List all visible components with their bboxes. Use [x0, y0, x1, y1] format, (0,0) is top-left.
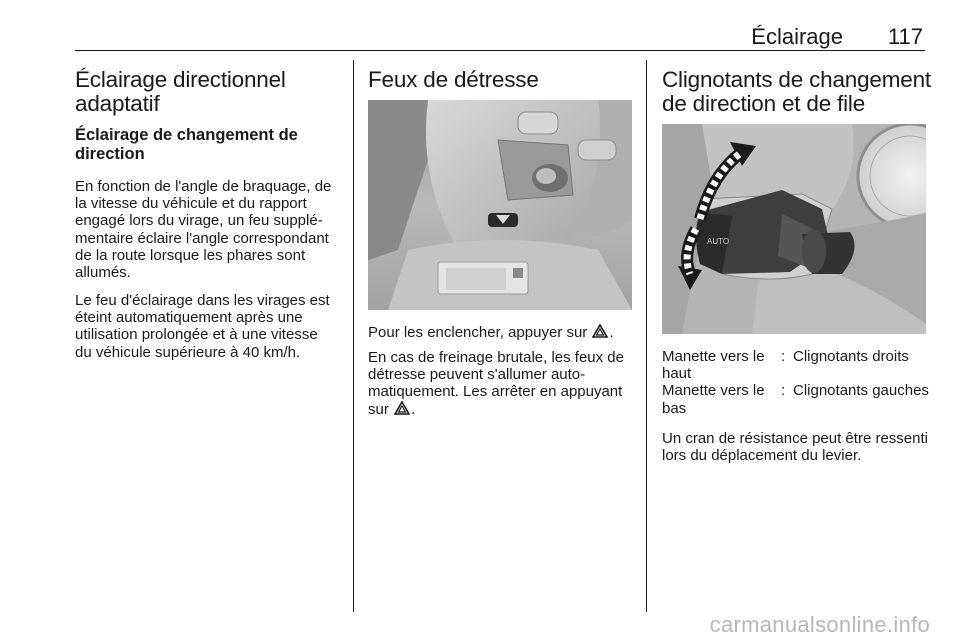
watermark: carmanualsonline.info — [709, 612, 930, 637]
svg-text:AUTO: AUTO — [707, 237, 730, 246]
heading-adaptive-lighting: Éclairage directionnel adaptatif — [75, 67, 286, 116]
page-header — [75, 22, 925, 51]
table-row — [662, 348, 928, 382]
table-row — [662, 382, 928, 416]
heading-hazard-lights: Feux de détresse — [368, 67, 539, 92]
hazard-switch-illustration — [368, 100, 632, 310]
paragraph-cornering-description: En fonction de l'angle de braquage, de la vitesse du véhicule et du rapport engagé lors du virage, un feu supplémentaire éclaire l'angle correspondant de la route lorsque les phares sont allumés. — [75, 178, 332, 282]
table-cell-value: Clignotants gauches — [793, 382, 929, 400]
section-title: Éclairage — [751, 24, 843, 49]
table-cell-label: Manette vers le bas — [662, 382, 765, 417]
paragraph-cornering-auto-off: Le feu d'éclairage dans les virages est éteint automatiquement après une utilisation prolongée et à une vitesse du véhicule supérieure à 40 km/h. — [75, 292, 330, 361]
hazard-warning-icon — [592, 324, 608, 338]
table-cell-separator: : — [781, 348, 786, 365]
turn-signal-lever-illustration — [662, 124, 926, 334]
subheading-cornering-light: Éclairage de changement de direction — [75, 126, 298, 163]
table-cell-label: Manette vers le haut — [662, 348, 765, 383]
paragraph-lever-resistance: Un cran de résistance peut être ressenti lors du déplacement du levier. — [662, 430, 928, 465]
column-divider — [353, 60, 354, 612]
column-divider — [646, 60, 647, 612]
lever-function-table — [662, 348, 928, 417]
paragraph-hazard-activate: Pour les enclencher, appuyer sur . — [368, 324, 614, 341]
heading-turn-signals: Clignotants de changement de direction et de file — [662, 67, 931, 116]
paragraph-hazard-auto: En cas de freinage brutale, les feux de détresse peuvent s'allumer automatiquement. Les arrêter en appuyant sur . — [368, 349, 624, 418]
table-cell-value: Clignotants droits — [793, 348, 909, 365]
hazard-warning-icon — [394, 401, 410, 415]
page-number: 117 — [887, 24, 923, 49]
table-cell-separator: : — [781, 382, 786, 400]
